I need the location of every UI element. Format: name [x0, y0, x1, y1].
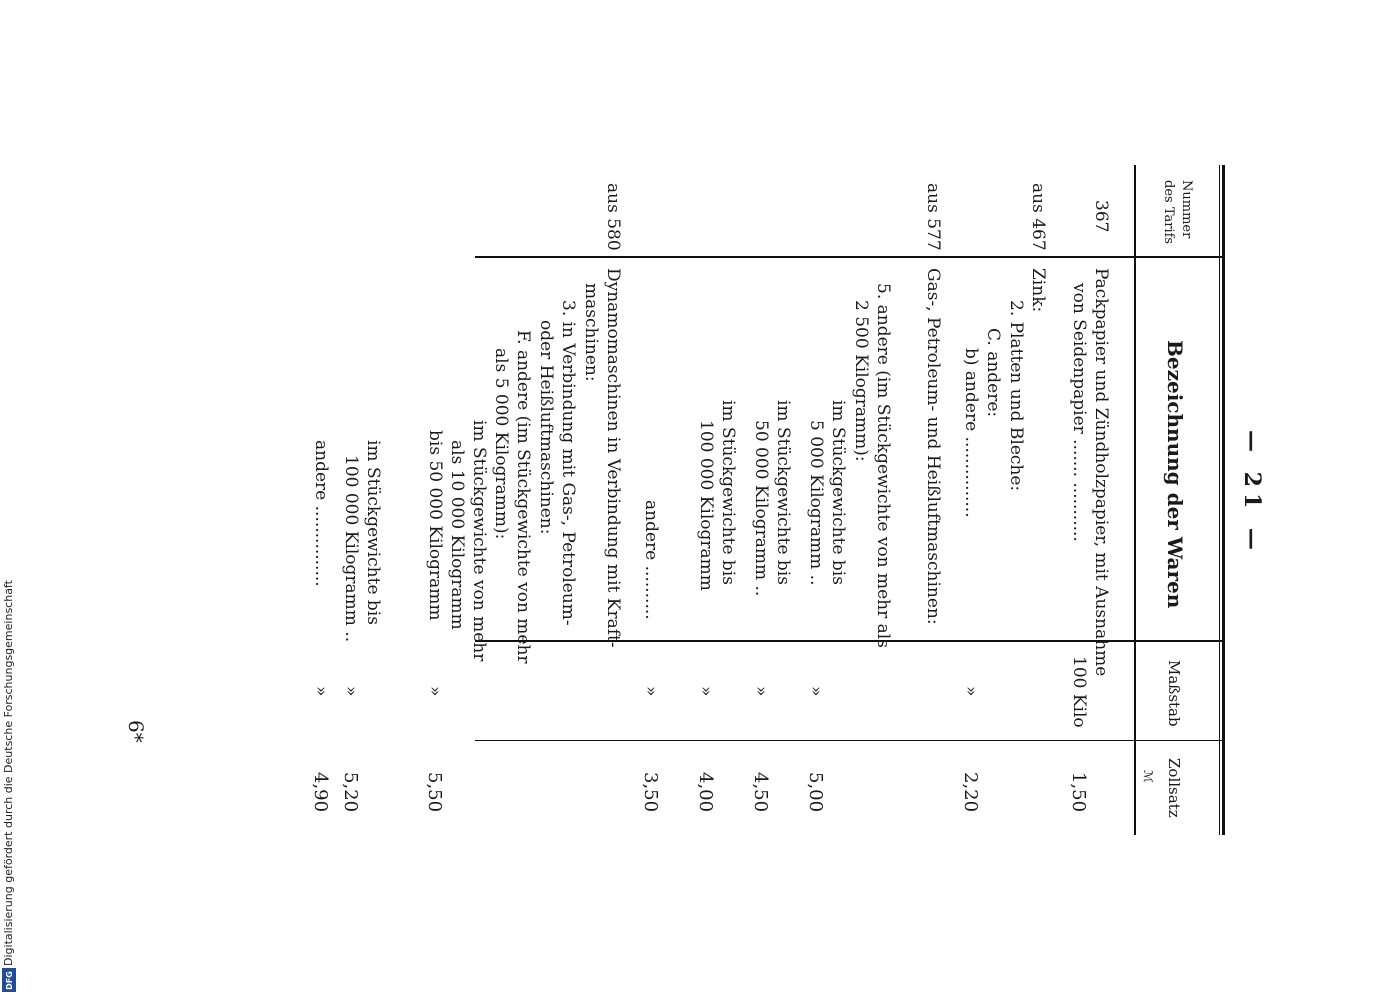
header-bezeichnung: Bezeichnung der Waren: [1163, 340, 1187, 609]
row-577-desc-6: im Stückgewichte bis: [773, 400, 793, 585]
row-577-zollsatz-1: 5,00: [805, 772, 826, 813]
row-577-desc-8: im Stückgewichte bis: [718, 400, 738, 585]
col-sep-3: [475, 740, 1225, 741]
row-577-zollsatz-3: 4,00: [695, 772, 716, 813]
row-367-desc-2: von Seidenpapier ....... ...........: [1069, 283, 1089, 542]
row-580-desc-5: F. andere (im Stückgewichte von mehr: [513, 330, 533, 664]
row-580-desc-4: oder Heißluftmaschinen:: [536, 320, 556, 535]
table-top-rule: [1222, 165, 1225, 835]
dfg-logo-text: DFG: [4, 970, 14, 990]
col-sep-2: [475, 640, 1225, 642]
row-580-number: aus 580: [603, 183, 623, 251]
header-nummer: [1159, 180, 1195, 244]
row-580-desc-10: im Stückgewichte bis: [363, 440, 383, 625]
row-467-desc-1: Zink:: [1028, 268, 1048, 313]
row-580-desc-6: als 5 000 Kilogramm):: [491, 348, 511, 540]
col-sep-1: [475, 256, 1225, 258]
row-577-desc-10: andere ..........: [641, 500, 661, 620]
row-467-desc-2: 2. Platten und Bleche:: [1006, 300, 1026, 492]
row-577-desc-4: im Stückgewichte bis: [828, 400, 848, 585]
row-580-desc-8: als 10 000 Kilogramm: [447, 440, 467, 630]
row-577-zollsatz-2: 4,50: [750, 772, 771, 813]
row-580-zollsatz-2: 5,20: [340, 772, 361, 813]
row-580-massstab-1: »: [425, 686, 445, 697]
row-367-desc-1: Packpapier und Zündholzpapier, mit Ausnahme: [1091, 268, 1111, 677]
row-580-desc-2: maschinen:: [581, 283, 601, 382]
row-577-desc-3: 2 500 Kilogramm):: [851, 300, 871, 462]
row-580-massstab-2: »: [341, 686, 361, 697]
row-580-zollsatz-1: 5,50: [424, 772, 445, 813]
header-massstab: Maßstab: [1165, 660, 1183, 727]
row-467-desc-3: C. andere:: [983, 328, 1003, 418]
row-467-desc-4: b) andere ...............: [961, 348, 981, 518]
row-577-massstab-1: »: [806, 686, 826, 697]
row-577-massstab-2: »: [751, 686, 771, 697]
row-580-desc-9: bis 50 000 Kilogramm: [425, 430, 445, 621]
header-bottom-rule: [1134, 165, 1136, 835]
row-467-massstab: »: [961, 686, 981, 697]
dfg-logo-badge: [2, 968, 16, 992]
row-577-desc-9: 100 000 Kilogramm: [696, 420, 716, 591]
row-577-desc-1: Gas-, Petroleum- und Heißluftmaschinen:: [923, 268, 943, 625]
header-nummer-line2: des Tarifs: [1161, 180, 1176, 245]
page-number: — 21 —: [1239, 430, 1265, 556]
row-367-number: 367: [1091, 200, 1111, 233]
row-580-desc-7: im Stückgewichte von mehr: [469, 420, 489, 662]
row-467-number: aus 467: [1028, 183, 1048, 251]
row-367-zollsatz: 1,50: [1068, 772, 1089, 813]
row-580-desc-3: 3. in Verbindung mit Gas-, Petroleum-: [558, 300, 578, 626]
credit-text: Digitalisierung gefördert durch die Deutsche Forschungsgemeinschaft: [2, 580, 15, 966]
row-580-massstab-3: »: [311, 686, 331, 697]
row-580-zollsatz-3: 4,90: [310, 772, 331, 813]
row-467-zollsatz: 2,20: [960, 772, 981, 813]
row-580-desc-11: 100 000 Kilogramm ..: [341, 455, 361, 643]
signature-mark: 6*: [124, 720, 148, 743]
row-577-desc-2: 5. andere (im Stückgewichte von mehr als: [873, 283, 893, 648]
row-577-massstab-4: »: [641, 686, 661, 697]
row-580-desc-12: andere ...............: [311, 440, 331, 587]
row-577-number: aus 577: [923, 183, 943, 251]
row-367-massstab: 100 Kilo: [1069, 656, 1089, 728]
row-577-desc-7: 50 000 Kilogramm ..: [751, 420, 771, 597]
row-577-zollsatz-4: 3,50: [640, 772, 661, 813]
header-unit: ℳ: [1141, 770, 1155, 783]
credit-sidebar: [0, 0, 20, 1000]
table-top-rule-2: [1219, 165, 1220, 835]
row-577-desc-5: 5 000 Kilogramm ..: [806, 420, 826, 586]
header-zollsatz: Zollsatz: [1165, 758, 1183, 818]
header-nummer-line1: Nummer: [1179, 180, 1194, 239]
row-580-desc-1: Dynamomaschinen in Verbindung mit Kraft-: [603, 268, 623, 648]
row-577-massstab-3: »: [696, 686, 716, 697]
